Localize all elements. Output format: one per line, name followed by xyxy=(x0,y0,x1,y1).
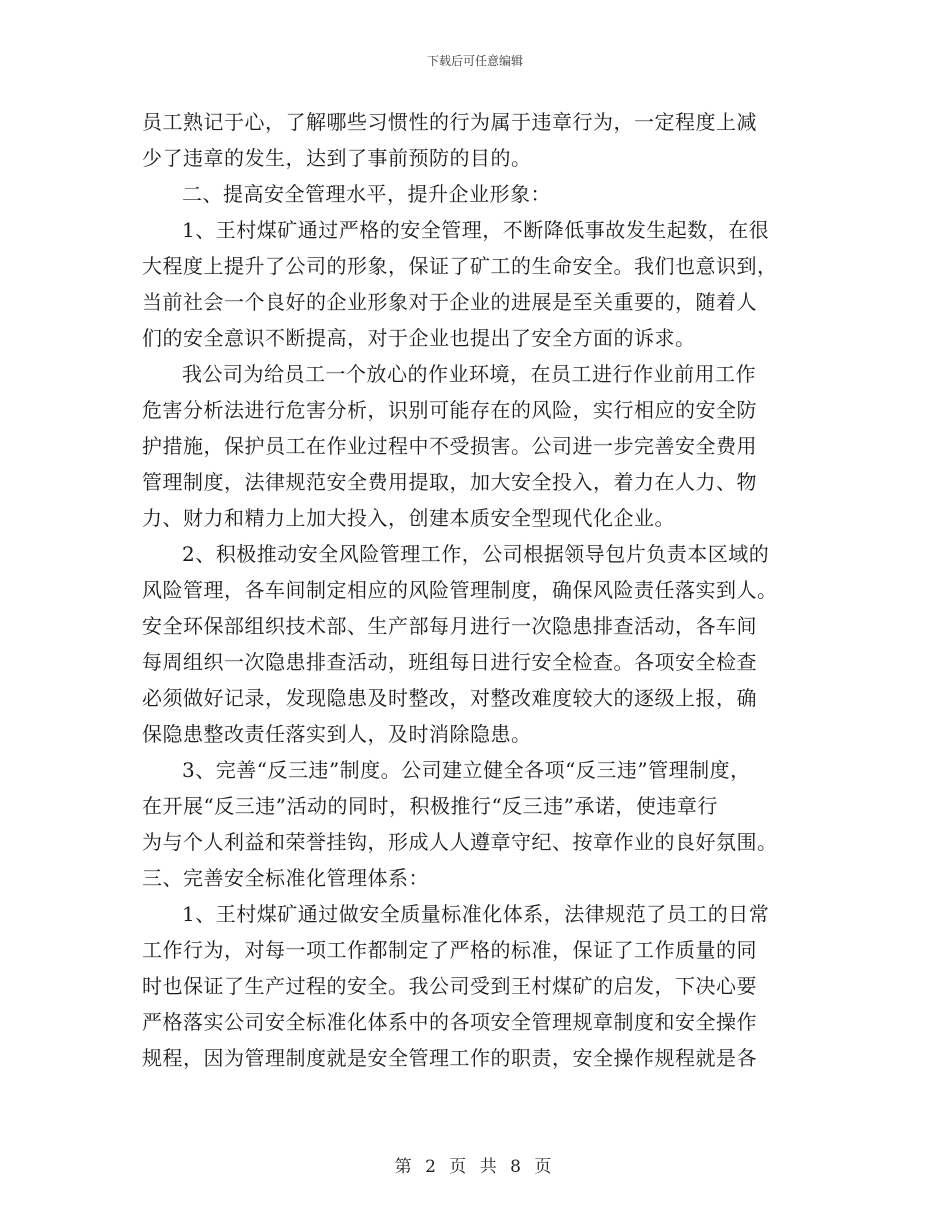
text-line: 少了违章的发生，达到了事前预防的目的。 xyxy=(142,146,532,170)
text-line: 1、王村煤矿通过做安全质量标准化体系，法律规范了员工的日常 xyxy=(182,902,770,926)
text-line: 员工熟记于心，了解哪些习惯性的行为属于违章行为，一定程度上减 xyxy=(142,110,757,134)
text-line: 大程度上提升了公司的形象，保证了矿工的生命安全。我们也意识到， xyxy=(142,254,778,278)
document-body xyxy=(142,104,822,1076)
text-line: 必须做好记录，发现隐患及时整改，对整改难度较大的逐级上报，确 xyxy=(142,686,757,710)
page-header: 下载后可任意编辑 xyxy=(426,54,523,68)
text-line: 危害分析法进行危害分析，识别可能存在的风险，实行相应的安全防 xyxy=(142,398,757,422)
text-line: 力、财力和精力上加大投入，创建本质安全型现代化企业。 xyxy=(142,506,675,530)
text-line: 安全环保部组织技术部、生产部每月进行一次隐患排查活动，各车间 xyxy=(142,614,757,638)
text-line: 2、积极推动安全风险管理工作，公司根据领导包片负责本区域的 xyxy=(182,542,770,566)
text-line: 为与个人利益和荣誉挂钩，形成人人遵章守纪、按章作业的良好氛围。 xyxy=(142,830,778,854)
text-line: 我公司为给员工一个放心的作业环境，在员工进行作业前用工作 xyxy=(182,362,756,386)
text-line: 护措施，保护员工在作业过程中不受损害。公司进一步完善安全费用 xyxy=(142,434,757,458)
text-line: 工作行为，对每一项工作都制定了严格的标准，保证了工作质量的同 xyxy=(142,938,757,962)
text-line: 在开展“反三违”活动的同时，积极推行“反三违”承诺，使违章行 xyxy=(142,794,718,818)
text-line: 1、王村煤矿通过严格的安全管理，不断降低事故发生起数，在很 xyxy=(182,218,770,242)
text-line: 管理制度，法律规范安全费用提取，加大安全投入，着力在人力、物 xyxy=(142,470,757,494)
text-line: 规程，因为管理制度就是安全管理工作的职责，安全操作规程就是各 xyxy=(142,1046,757,1070)
text-line: 当前社会一个良好的企业形象对于企业的进展是至关重要的，随着人 xyxy=(142,290,757,314)
text-line: 时也保证了生产过程的安全。我公司受到王村煤矿的启发，下决心要 xyxy=(142,974,757,998)
text-line: 严格落实公司安全标准化体系中的各项安全管理规章制度和安全操作 xyxy=(142,1010,757,1034)
text-line: 每周组织一次隐患排查活动，班组每日进行安全检查。各项安全检查 xyxy=(142,650,757,674)
text-line: 三、完善安全标准化管理体系： xyxy=(142,866,429,890)
text-line: 们的安全意识不断提高，对于企业也提出了安全方面的诉求。 xyxy=(142,326,696,350)
text-line: 保隐患整改责任落实到人，及时消除隐患。 xyxy=(142,722,532,746)
page-number: 第 2 页 共 8 页 xyxy=(394,1157,556,1177)
text-line: 二、提高安全管理水平，提升企业形象： xyxy=(182,182,551,206)
text-line: 风险管理，各车间制定相应的风险管理制度，确保风险责任落实到人。 xyxy=(142,578,778,602)
text-line: 3、完善“反三违”制度。公司建立健全各项“反三违”管理制度， xyxy=(182,758,751,782)
